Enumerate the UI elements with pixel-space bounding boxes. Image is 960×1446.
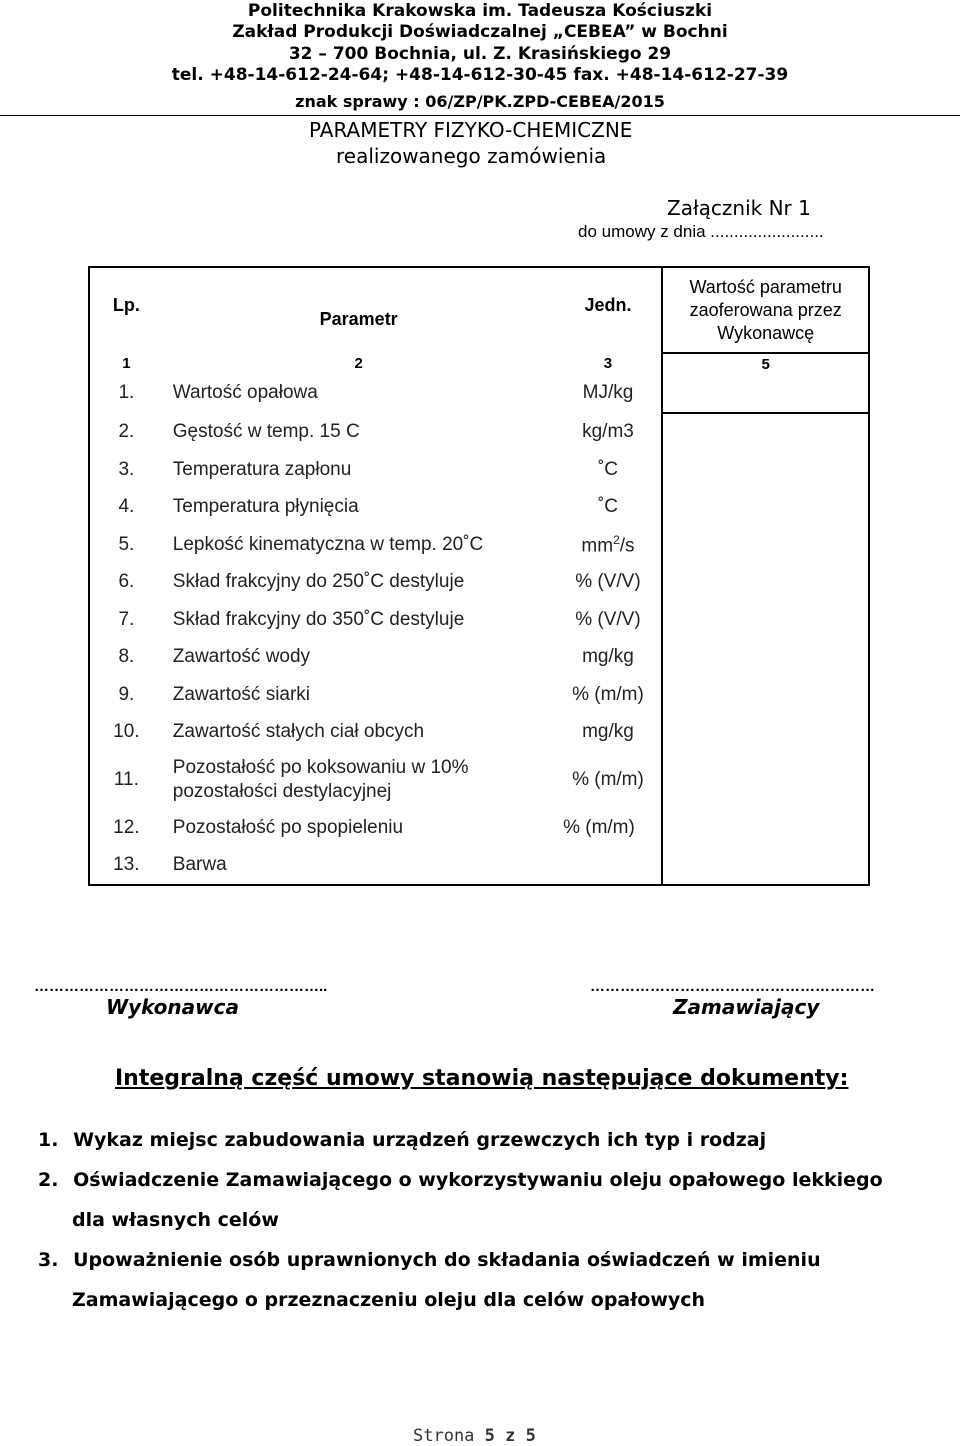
- row-value-cell[interactable]: [662, 374, 869, 413]
- colnum-1: 1: [89, 353, 163, 374]
- letterhead-unit: Zakład Produkcji Doświadczalnej „CEBEA” w Bochni: [232, 22, 728, 42]
- column-number-row: [89, 353, 869, 374]
- row-unit: [555, 526, 663, 564]
- row-lp: 3.: [89, 451, 163, 489]
- row-lp: 8.: [89, 639, 163, 677]
- list-item: [38, 1120, 766, 1160]
- header-unit: Jedn.: [555, 267, 663, 353]
- row-parameter: Lepkość kinematyczna w temp. 20˚C: [172, 533, 484, 555]
- letterhead-phones: tel. +48-14-612-24-64; +48-14-612-30-45 fax. +48-14-612-27-39: [171, 65, 789, 85]
- table-row: [89, 374, 869, 413]
- row-parameter: Skład frakcyjny do 250˚C destyluje: [172, 571, 465, 593]
- table-header-row: [89, 267, 869, 353]
- list-item: [38, 1240, 821, 1280]
- row-parameter-line2: pozostałości destylacyjnej: [172, 781, 392, 802]
- row-value-cell[interactable]: [662, 451, 869, 489]
- row-unit: % (V/V): [575, 571, 641, 593]
- table-row: [89, 601, 869, 639]
- row-parameter-line1: Pozostałość po koksowaniu w 10%: [172, 757, 469, 778]
- list-item-text: Wykaz miejsc zabudowania urządzeń grzewczych ich typ i rodzaj: [73, 1129, 767, 1151]
- colnum-5: [662, 353, 869, 374]
- row-lp: 5.: [89, 526, 163, 564]
- client-signature-line: …………………………………………………: [590, 978, 875, 995]
- row-parameter: Zawartość wody: [172, 646, 311, 668]
- colnum-2: 2: [354, 355, 363, 372]
- list-item-text: Upoważnienie osób uprawnionych do składania oświadczeń w imieniu: [73, 1249, 821, 1271]
- list-item-text-continued: dla własnych celów: [72, 1209, 279, 1231]
- row-value-cell[interactable]: [662, 676, 869, 714]
- row-lp: 6.: [89, 564, 163, 602]
- row-unit: % (V/V): [575, 608, 641, 630]
- row-value-cell[interactable]: [662, 413, 869, 452]
- row-value-cell[interactable]: [662, 526, 869, 564]
- row-lp: 9.: [89, 676, 163, 714]
- client-label: Zamawiający: [673, 995, 820, 1019]
- documents-heading: Integralną część umowy stanowią następujące dokumenty:: [115, 1066, 849, 1091]
- list-item-text-continued: Zamawiającego o przeznaczeniu oleju dla celów opałowych: [72, 1289, 706, 1311]
- row-lp: 11.: [89, 751, 163, 809]
- row-unit: ˚C: [597, 458, 618, 480]
- row-lp: 4.: [89, 489, 163, 527]
- unit-tail: /s: [619, 534, 635, 556]
- page-footer: [413, 1426, 536, 1446]
- table-row: [89, 847, 869, 886]
- table-row: [89, 564, 869, 602]
- colnum-5-label: 5: [761, 355, 770, 373]
- list-item-text: Oświadczenie Zamawiającego o wykorzystywaniu oleju opałowego lekkiego: [73, 1169, 883, 1191]
- row-value-cell[interactable]: [662, 639, 869, 677]
- row-unit: % (m/m): [572, 769, 644, 790]
- list-item-number: 1.: [38, 1129, 59, 1151]
- row-lp: 2.: [89, 413, 163, 452]
- row-lp: 7.: [89, 601, 163, 639]
- row-unit: % (m/m): [563, 816, 635, 838]
- row-parameter: [163, 751, 555, 809]
- footer-page-number: 5: [484, 1426, 495, 1446]
- table-row: [89, 809, 869, 847]
- row-value-cell[interactable]: [662, 601, 869, 639]
- table-row: [89, 451, 869, 489]
- row-value-cell[interactable]: [662, 809, 869, 847]
- row-value-cell[interactable]: [662, 489, 869, 527]
- contractor-signature-line: …………………………………………………..: [34, 978, 328, 995]
- document-subtitle: realizowanego zamówienia: [336, 144, 607, 168]
- parameters-table: [88, 266, 870, 886]
- row-unit: kg/m3: [582, 420, 634, 442]
- case-number: znak sprawy : 06/ZP/PK.ZPD-CEBEA/2015: [295, 92, 665, 111]
- unit-base: mm: [581, 534, 614, 556]
- row-parameter: Temperatura zapłonu: [172, 458, 352, 480]
- table-row: [89, 413, 869, 452]
- table-row: [89, 489, 869, 527]
- contractor-label: Wykonawca: [106, 995, 239, 1019]
- table-row: [89, 676, 869, 714]
- row-unit: [555, 847, 663, 886]
- row-parameter: Zawartość siarki: [172, 683, 311, 705]
- table-row: [89, 751, 869, 809]
- letterhead-university: Politechnika Krakowska im. Tadeusza Kościuszki: [247, 1, 713, 21]
- annex-label: Załącznik Nr 1: [667, 196, 811, 220]
- unit-superscript: 2: [613, 532, 620, 547]
- annex-date-line: do umowy z dnia ........................: [578, 222, 824, 241]
- row-parameter: Gęstość w temp. 15 C: [172, 420, 360, 442]
- footer-label: Strona: [413, 1426, 475, 1446]
- row-parameter: Temperatura płynięcia: [172, 496, 359, 518]
- row-unit: mg/kg: [582, 721, 634, 743]
- row-lp: 1.: [89, 374, 163, 413]
- row-lp: 13.: [89, 847, 163, 886]
- row-value-cell[interactable]: [662, 564, 869, 602]
- row-value-cell[interactable]: [662, 751, 869, 809]
- row-unit: % (m/m): [572, 683, 644, 705]
- footer-of: z: [505, 1426, 516, 1446]
- header-lp: Lp.: [89, 267, 163, 353]
- table-row: [89, 526, 869, 564]
- list-item-number: 2.: [38, 1169, 59, 1191]
- header-value: Wartość parametru zaoferowana przez Wykonawcę: [662, 267, 869, 353]
- table-row: [89, 714, 869, 752]
- footer-total-pages: 5: [525, 1426, 536, 1446]
- colnum-3: 3: [603, 355, 613, 372]
- row-parameter: Skład frakcyjny do 350˚C destyluje: [172, 608, 465, 630]
- document-title: PARAMETRY FIZYKO-CHEMICZNE: [309, 118, 633, 142]
- list-item-number: 3.: [38, 1249, 59, 1271]
- row-lp: 10.: [89, 714, 163, 752]
- row-parameter: Barwa: [163, 847, 555, 886]
- row-unit: ˚C: [597, 496, 618, 518]
- row-value-cell[interactable]: [662, 847, 869, 886]
- row-lp: 12.: [89, 809, 163, 847]
- letterhead-address: 32 – 700 Bochnia, ul. Z. Krasińskiego 29: [288, 44, 672, 64]
- row-parameter: Zawartość stałych ciał obcych: [172, 721, 425, 743]
- list-item: [38, 1160, 883, 1200]
- row-unit: mg/kg: [582, 646, 634, 668]
- row-parameter: Pozostałość po spopieleniu: [172, 816, 404, 838]
- row-unit: MJ/kg: [582, 382, 634, 404]
- row-value-cell[interactable]: [662, 714, 869, 752]
- table-row: [89, 639, 869, 677]
- row-parameter: Wartość opałowa: [172, 382, 318, 404]
- header-parameter: Parametr: [163, 267, 555, 353]
